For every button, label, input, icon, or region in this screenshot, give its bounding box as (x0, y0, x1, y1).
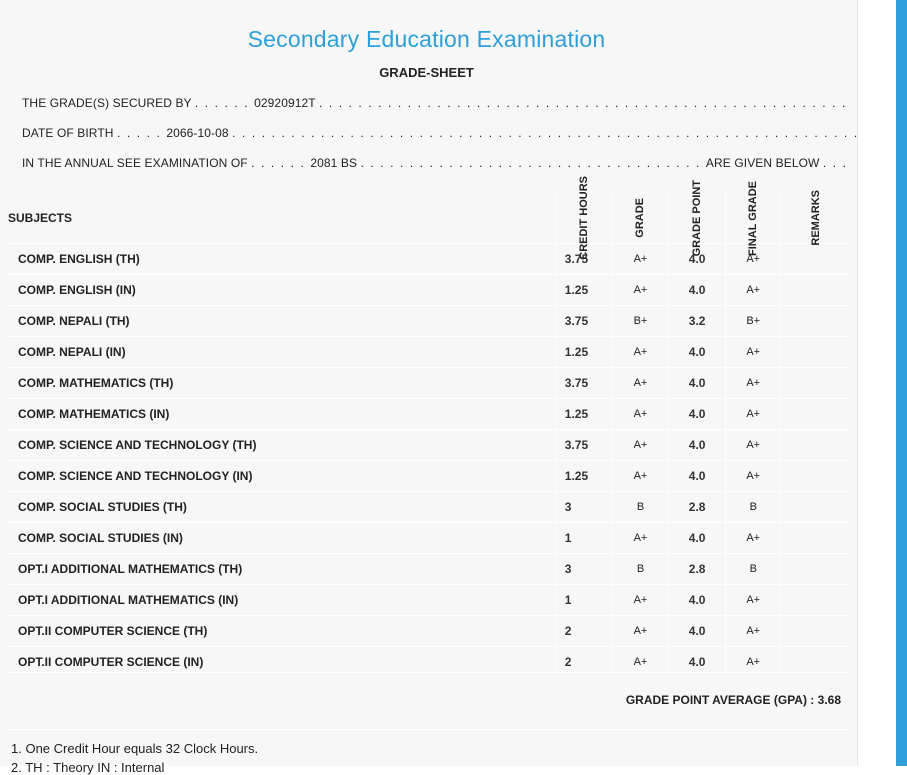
grade-cell: A+ (612, 368, 668, 399)
page-subtitle: GRADE-SHEET (379, 65, 474, 80)
subject-cell: OPT.I ADDITIONAL MATHEMATICS (IN) (8, 585, 556, 616)
table-row (8, 492, 851, 523)
final-grade-cell: A+ (726, 244, 781, 275)
grade-point-cell: 4.0 (669, 337, 726, 368)
subject-cell: COMP. SCIENCE AND TECHNOLOGY (IN) (8, 461, 556, 492)
table-row (8, 368, 851, 399)
credit-cell: 1.25 (556, 399, 612, 430)
remarks-cell (781, 616, 851, 647)
subject-cell: COMP. ENGLISH (TH) (8, 244, 556, 275)
credit-cell: 3.75 (556, 430, 612, 461)
grade-point-cell: 4.0 (669, 368, 726, 399)
grade-cell: A+ (612, 244, 668, 275)
grade-cell: B (612, 554, 668, 585)
credit-cell: 1 (556, 523, 612, 554)
dot-leader: . . . . . . . . . . . . . . . . . . . . . . . . . . . . . . . . . . . (360, 156, 706, 170)
grade-point-cell: 2.8 (669, 554, 726, 585)
dot-leader: . . . . . . . . . . . . . . . . . . . . . . . . . . . . . . . . . . . . . . . . . . . . . . . . . . . . . . (318, 96, 847, 110)
page-title: Secondary Education Examination (247, 26, 606, 52)
remarks-cell (781, 461, 851, 492)
table-row (8, 616, 851, 647)
grade-point-cell: 4.0 (669, 275, 726, 306)
credit-hours-header: CREDIT HOURS (556, 193, 612, 244)
grade-point-cell: 4.0 (669, 244, 726, 275)
grade-cell: A+ (612, 399, 668, 430)
dob-value: 2066-10-08 (166, 126, 229, 140)
footnote-credit-hour: 1. One Credit Hour equals 32 Clock Hours. (11, 741, 259, 756)
final-grade-cell: A+ (726, 337, 781, 368)
grade-point-cell: 2.8 (669, 492, 726, 523)
dot-leader: . . . (822, 156, 848, 170)
grade-cell: A+ (612, 275, 668, 306)
grade-point-cell: 4.0 (669, 647, 726, 678)
credit-cell: 1.25 (556, 337, 612, 368)
table-row (8, 275, 851, 306)
table-row (8, 337, 851, 368)
subject-cell: COMP. MATHEMATICS (TH) (8, 368, 556, 399)
symbol-number: 02920912T (254, 96, 316, 110)
grade-cell: A+ (612, 523, 668, 554)
dob-label: DATE OF BIRTH (22, 126, 114, 140)
subject-cell: COMP. NEPALI (TH) (8, 306, 556, 337)
table-row (8, 306, 851, 337)
grade-point-header: GRADE POINT (669, 193, 726, 244)
subjects-header: SUBJECTS (8, 193, 556, 244)
remarks-cell (781, 554, 851, 585)
final-grade-cell: A+ (726, 399, 781, 430)
subject-cell: COMP. SOCIAL STUDIES (IN) (8, 523, 556, 554)
remarks-cell (781, 585, 851, 616)
subject-cell: OPT.II COMPUTER SCIENCE (IN) (8, 647, 556, 678)
secured-by-label: THE GRADE(S) SECURED BY (22, 96, 192, 110)
table-row (8, 430, 851, 461)
table-row (8, 585, 851, 616)
subject-cell: COMP. NEPALI (IN) (8, 337, 556, 368)
table-row (8, 554, 851, 585)
remarks-cell (781, 244, 851, 275)
remarks-cell (781, 523, 851, 554)
grade-point-cell: 4.0 (669, 585, 726, 616)
gpa-line (626, 693, 841, 707)
table-row (8, 523, 851, 554)
credit-cell: 3.75 (556, 306, 612, 337)
final-grade-header: FINAL GRADE (726, 193, 781, 244)
grade-cell: A+ (612, 647, 668, 678)
secured-by-line (22, 96, 847, 110)
table-row (8, 244, 851, 275)
remarks-header: REMARKS (781, 193, 851, 244)
final-grade-cell: A+ (726, 616, 781, 647)
grades-table-body (8, 244, 851, 678)
grade-cell: A+ (612, 585, 668, 616)
grades-table (8, 176, 851, 678)
remarks-cell (781, 399, 851, 430)
final-grade-cell: A+ (726, 461, 781, 492)
remarks-cell (781, 368, 851, 399)
exam-year: 2081 BS (310, 156, 358, 170)
final-grade-cell: B+ (726, 306, 781, 337)
exam-label: IN THE ANNUAL SEE EXAMINATION OF (22, 156, 248, 170)
credit-cell: 1 (556, 585, 612, 616)
final-grade-cell: A+ (726, 523, 781, 554)
grade-header: GRADE (612, 193, 668, 244)
grade-cell: A+ (612, 616, 668, 647)
grade-point-cell: 4.0 (669, 399, 726, 430)
table-header-row (8, 193, 851, 244)
subject-cell: COMP. SCIENCE AND TECHNOLOGY (TH) (8, 430, 556, 461)
gpa-value: 3.68 (817, 693, 841, 707)
credit-cell: 3.75 (556, 368, 612, 399)
final-grade-cell: A+ (726, 430, 781, 461)
gpa-section (8, 672, 851, 730)
dot-leader: . . . . . . (194, 96, 255, 110)
credit-cell: 3 (556, 492, 612, 523)
footnote-abbreviations: 2. TH : Theory IN : Internal (11, 760, 165, 775)
credit-cell: 3 (556, 554, 612, 585)
credit-cell: 2 (556, 616, 612, 647)
dot-leader: . . . . . (116, 126, 167, 140)
credit-cell: 1.25 (556, 275, 612, 306)
remarks-cell (781, 430, 851, 461)
grade-point-cell: 4.0 (669, 461, 726, 492)
grade-cell: A+ (612, 430, 668, 461)
final-grade-cell: A+ (726, 368, 781, 399)
subject-cell: OPT.I ADDITIONAL MATHEMATICS (TH) (8, 554, 556, 585)
credit-cell: 2 (556, 647, 612, 678)
date-of-birth-line (22, 126, 859, 140)
given-below-label: ARE GIVEN BELOW (705, 156, 820, 170)
dot-leader: . . . . . . . . . . . . . . . . . . . . . . . . . . . . . . . . . . . . . . . . . . . . . . . . . . . . . . . . . . . . . . . . (232, 126, 859, 140)
final-grade-cell: A+ (726, 647, 781, 678)
credit-cell: 3.75 (556, 244, 612, 275)
remarks-cell (781, 275, 851, 306)
remarks-cell (781, 337, 851, 368)
subject-cell: COMP. MATHEMATICS (IN) (8, 399, 556, 430)
remarks-cell (781, 492, 851, 523)
grade-point-cell: 4.0 (669, 616, 726, 647)
grade-cell: A+ (612, 337, 668, 368)
final-grade-cell: A+ (726, 585, 781, 616)
grade-cell: B+ (612, 306, 668, 337)
grade-cell: B (612, 492, 668, 523)
final-grade-cell: B (726, 492, 781, 523)
subject-cell: COMP. ENGLISH (IN) (8, 275, 556, 306)
table-row (8, 461, 851, 492)
table-row (8, 399, 851, 430)
subject-cell: COMP. SOCIAL STUDIES (TH) (8, 492, 556, 523)
remarks-cell (781, 306, 851, 337)
grade-point-cell: 4.0 (669, 430, 726, 461)
final-grade-cell: B (726, 554, 781, 585)
grade-point-cell: 3.2 (669, 306, 726, 337)
credit-cell: 1.25 (556, 461, 612, 492)
final-grade-cell: A+ (726, 275, 781, 306)
grade-point-cell: 4.0 (669, 523, 726, 554)
subject-cell: OPT.II COMPUTER SCIENCE (TH) (8, 616, 556, 647)
grade-cell: A+ (612, 461, 668, 492)
exam-line (22, 156, 848, 170)
accent-strip (896, 0, 907, 766)
gpa-label: GRADE POINT AVERAGE (GPA) : (625, 693, 818, 707)
dot-leader: . . . . . . (251, 156, 311, 170)
